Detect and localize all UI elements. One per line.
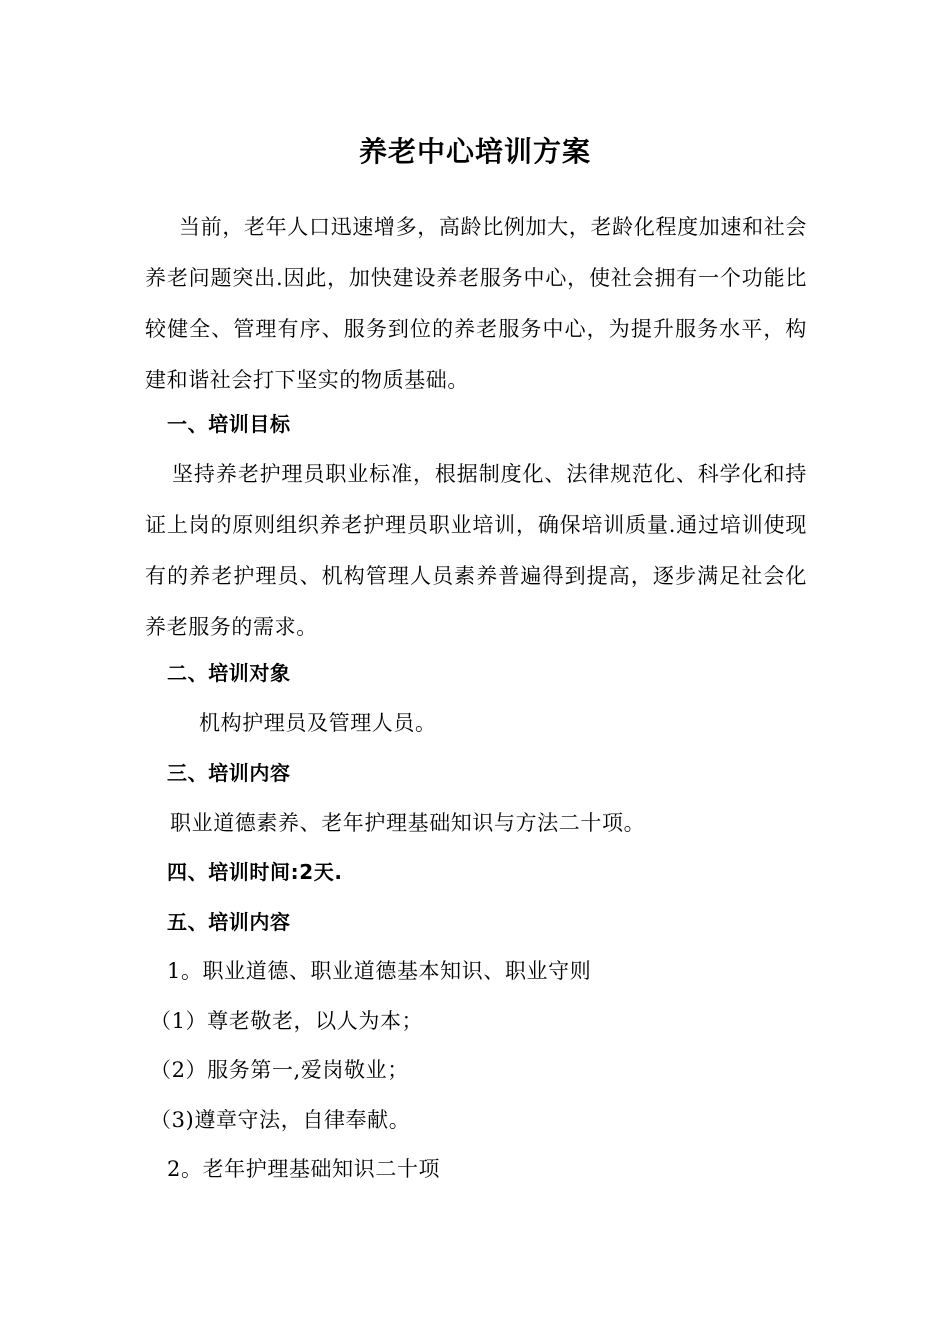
section-heading-duration: 四、培训时间:2天.	[167, 860, 343, 884]
section-heading-goals: 一、培训目标	[167, 412, 291, 436]
section-body-goals: 坚持养老护理员职业标准，根据制度化、法律规范化、科学化和持证上岗的原则组织养老护理员职业培训，确保培训质量.通过培训使现有的养老护理员、机构管理人员素养普遍得到提高，逐步满足社会化养老服务的需求。	[145, 462, 807, 639]
list-item: （3)遵章守法，自律奉献。	[150, 1108, 411, 1132]
section-heading-audience: 二、培训对象	[167, 661, 291, 685]
section-heading-curriculum: 五、培训内容	[167, 910, 291, 934]
list-item: （2）服务第一,爱岗敬业；	[150, 1058, 409, 1082]
intro-paragraph: 当前，老年人口迅速增多，高龄比例加大，老龄化程度加速和社会养老问题突出.因此，加快建设养老服务中心，使社会拥有一个功能比较健全、管理有序、服务到位的养老服务中心，为提升服务水平，构建和谐社会打下坚实的物质基础。	[145, 215, 807, 392]
list-item: 2。老年护理基础知识二十项	[167, 1157, 441, 1181]
list-item: （1）尊老敬老，以人为本；	[150, 1009, 424, 1033]
section-body-content: 职业道德素养、老年护理基础知识与方法二十项。	[170, 811, 646, 835]
section-body-audience: 机构护理员及管理人员。	[199, 711, 437, 735]
document-title: 养老中心培训方案	[358, 135, 591, 168]
list-item: 1。职业道德、职业道德基本知识、职业守则	[167, 959, 592, 983]
section-heading-content: 三、培训内容	[167, 761, 291, 785]
